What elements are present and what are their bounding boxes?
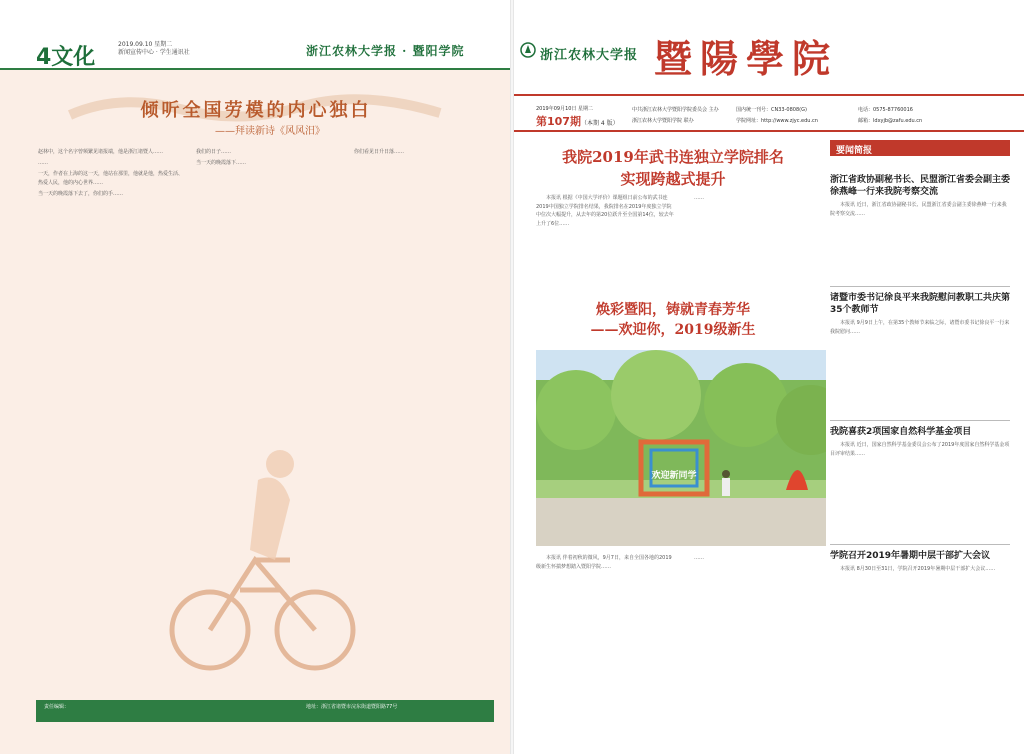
paragraph: 本报讯 伴着初秋的微风，9月7日，来自全国各地的2019级新生怀揣梦想踏入暨阳学院……: [536, 555, 672, 570]
rider-silhouette: [250, 478, 290, 561]
feature-subtitle: ——拜读新诗《风风汨》: [215, 126, 325, 137]
brief-body: [830, 319, 1010, 399]
article1-column-1: [536, 194, 676, 286]
publisher-line: 浙江农林大学暨阳学院 联办: [632, 118, 694, 124]
paragraph: 本报讯 9月9日上午，在第35个教师节来临之际，诸暨市委书记徐良平一行来我院慰问……: [830, 320, 1010, 335]
paragraph: ……: [38, 160, 48, 166]
paragraph: 本报讯 根据《中国大学评价》课题组日前公布的武书连2019中国独立学院排名结果，我院排名在2019年度独立学院中位次大幅提升，从去年的第20位跃升至全国第14位，较去年上升了6位……: [536, 195, 674, 227]
tree-crown: [704, 363, 788, 447]
brief-body: [830, 565, 1010, 715]
issue-number-text: 第107期: [536, 115, 581, 128]
student-figure: [722, 470, 730, 478]
article1-column-2: [684, 194, 824, 286]
brief-title: 我院喜获2项国家自然科学基金项目: [830, 427, 972, 437]
headline-line: 焕彩暨阳，铸就青春芳华: [596, 302, 750, 318]
headline-line: 我院2019年武书连独立学院排名: [562, 148, 784, 166]
paragraph: 我们的日子……: [196, 149, 232, 155]
email-line[interactable]: 邮箱：ldxyjb@zafu.edu.cn: [858, 118, 923, 124]
university-emblem-icon: [520, 42, 536, 58]
brief-item: [830, 292, 1010, 399]
sidebar-label: 要闻简报: [830, 140, 1010, 156]
right-page: [514, 0, 1024, 754]
page-date-block: [118, 41, 190, 57]
left-footer: [36, 700, 494, 722]
issue-date: 2019年09月10日 星期二: [536, 106, 594, 112]
footer-address: 地址：浙江省诸暨市浣东街道暨阳路77号: [306, 704, 398, 710]
brief-body: [830, 201, 1010, 281]
issue-number: [536, 113, 619, 129]
paragraph: 本报讯 近日，国家自然科学基金委员会公布了2019年度国家自然科学基金项目评审结果……: [830, 442, 1010, 457]
article1-headline: [514, 146, 832, 190]
publisher-line: 中共浙江农林大学暨阳学院委员会 主办: [632, 107, 719, 113]
issue-note: （本期 4 版）: [580, 120, 619, 127]
headline-line: 实现跨越式提升: [620, 170, 726, 188]
website-line[interactable]: 学院网址：http://www.zjyc.edu.cn: [736, 118, 818, 124]
paragraph: ……: [694, 195, 704, 201]
paragraph: 赵林中，这个名字曾频繁见诸报端，他是浙江诸暨人……: [38, 149, 164, 155]
brief-item: [830, 550, 1010, 715]
news-brief-sidebar: [830, 140, 1010, 730]
editor-line: 新闻宣传中心 · 学生通讯社: [118, 49, 190, 56]
phone-line: 电话：0575-87760016: [858, 107, 913, 113]
article2-headline: [514, 300, 832, 340]
date-line: 2019.09.10 星期二: [118, 41, 173, 48]
masthead: 暨陽學院: [654, 36, 839, 81]
paragraph: 当一天的晚霞落下去了，你们的手……: [38, 191, 124, 197]
rider-head: [266, 450, 294, 478]
info-rule: [514, 130, 1024, 132]
welcome-photo: [536, 350, 826, 546]
headline-line: ——欢迎你，2019级新生: [590, 322, 756, 338]
left-page-header: [0, 0, 512, 70]
student-body: [722, 478, 730, 496]
paragraph: ……: [694, 555, 704, 561]
brief-item: [830, 426, 1010, 531]
right-logo: 浙江农林大学报: [540, 48, 639, 63]
feature-title: 倾听全国劳模的内心独白: [140, 100, 372, 121]
tree-crown: [536, 370, 616, 450]
cn-line: 国内统一刊号：CN33-0808(G): [736, 107, 807, 113]
brief-body: [830, 441, 1010, 531]
article2-column-1: [536, 554, 676, 724]
divider: [830, 544, 1010, 545]
left-logo: 浙江农林大学报 · 暨阳学院: [306, 44, 465, 58]
cycling-illustration: [140, 420, 380, 690]
divider: [830, 286, 1010, 287]
brief-title: 学院召开2019年暑期中层干部扩大会议: [830, 551, 991, 561]
brief-title: 浙江省政协副秘书长、民盟浙江省委会副主委徐燕峰一行来我院考察交流: [830, 175, 1011, 197]
paragraph: 本报讯 近日，浙江省政协副秘书长、民盟浙江省委会副主委徐燕峰一行来我院考察交流……: [830, 202, 1007, 217]
issue-info-bar: [514, 103, 1024, 129]
brief-item: [830, 174, 1010, 281]
paragraph: 当一天的晚霞落下……: [196, 160, 247, 166]
article2-column-2: [684, 554, 826, 724]
publisher-block: [632, 105, 719, 127]
footer-editor: 责任编辑：: [44, 704, 70, 710]
cn-block: [736, 105, 818, 127]
paragraph: 一天，作者在上海的这一天，他站在那里，他就是他，热爱生活、热爱人民，他的内心世界……: [38, 171, 184, 186]
gate-sign: 欢迎新同学: [651, 471, 697, 481]
brief-title: 诸暨市委书记徐良平来我院慰问教职工共庆第35个教师节: [830, 293, 1011, 315]
divider: [830, 420, 1010, 421]
contact-block: [858, 105, 922, 127]
masthead-rule: [514, 94, 1024, 96]
paragraph: 本报讯 8月30日至31日，学院召开2019年暑期中层干部扩大会议……: [840, 566, 996, 572]
page-label: 4文化: [36, 45, 96, 70]
paragraph: 你们看见日升日落……: [354, 149, 405, 155]
tree-crown: [611, 350, 701, 440]
